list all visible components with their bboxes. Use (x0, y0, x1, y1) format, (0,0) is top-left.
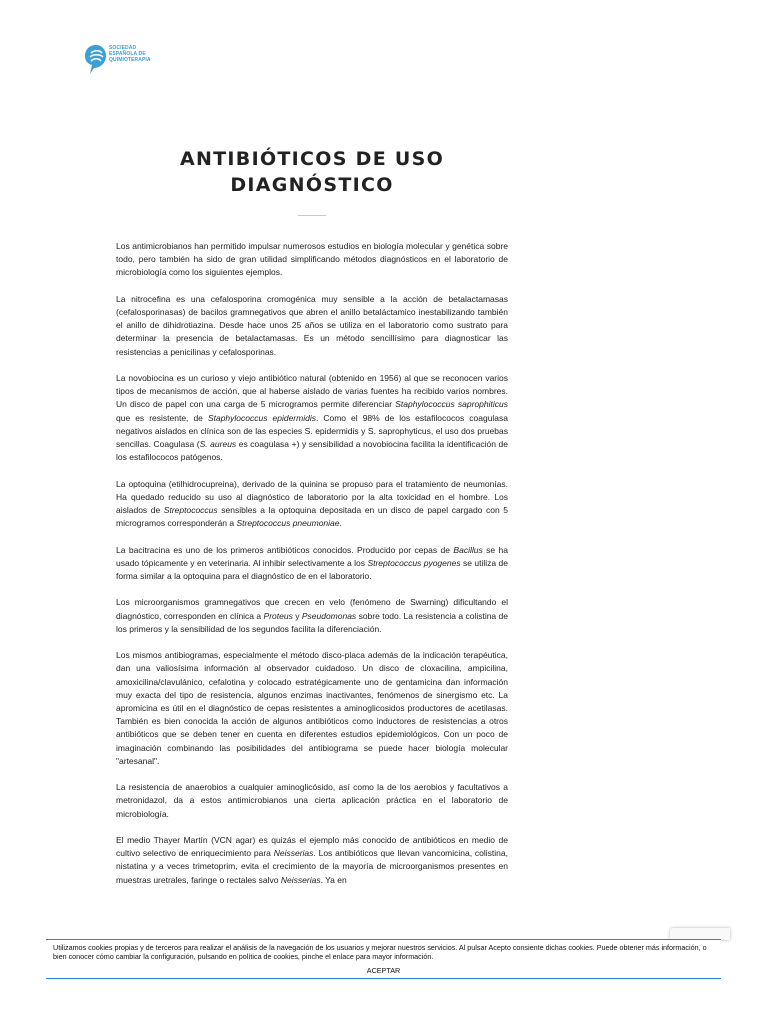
text-segment: El medio Thayer Martín (VCN agar) es quizás el ejemplo más conocido de antibióticos en medio de cultivo selectivo de enriquecimiento para (116, 835, 508, 859)
text-segment: . Como el 98% de los estafilococos coagulasa negativos aislados en clínica son de las especies S. epidermidis y S. saprophyticus, el uso dos pruebas sencillas. Coagulasa ( (116, 412, 509, 450)
species-name: S. aureus (199, 439, 237, 450)
society-logo[interactable] (83, 43, 163, 77)
text-segment: sensibles a la optoquina depositada en un disco de papel cargado con 5 microgramos corresponderán a (116, 505, 508, 529)
text-segment: se ha usado tópicamente y en veterinaria. Al inhibir selectivamente a los (116, 544, 508, 568)
logo-line-3: QUIMIOTERAPIA (109, 56, 151, 63)
text-segment: y (292, 610, 302, 621)
species-name: Streptococcus pyogenes (367, 557, 461, 568)
text-segment: . Ya en (320, 874, 347, 885)
society-name (109, 46, 151, 63)
text-segment: es coagulasa +) y sensibilidad a novobiocina facilita la identificación de los estafilococos patógenos. (116, 439, 508, 463)
cookie-notice-text: Utilizamos cookies propias y de terceros para realizar el análisis de la navegación de los usuarios y mejorar nuestros servicios. Al pulsar Acepto consiente dichas cookies. Puede obtener más información, o bien conocer cómo cambiar la configuración, pulsando en política de cookies, pinche el enlace para mayor información. (53, 943, 707, 961)
species-name: Bacillus (453, 544, 483, 555)
species-name: Proteus (263, 610, 293, 621)
text-segment: se utiliza de forma similar a la optoquina para el diagnóstico de en el laboratorio. (116, 557, 508, 582)
text-segment: La novobiocina es un curioso y viejo antibiótico natural (obtenido en 1956) al que se reconocen varios tipos de mecanismos de acción, que al haberse aislado de varias fuentes ha recibido varios nombres. Un disco de papel con una carga de 5 microgramos permite diferenciar (116, 373, 508, 410)
species-name: Streptococcus (163, 505, 218, 516)
species-name: Staphylococcus saprophiticus (395, 399, 508, 410)
text-segment: que es resistente, de (116, 412, 208, 423)
text-segment: . Los antibióticos que llevan vancomicina, colistina, nistatina y a veces trimetoprim, evita el crecimiento de la mayoría de microorganismos presentes en muestras uretrales, faringe o rectales salvo (116, 848, 508, 885)
paragraph-anaerobios: La resistencia de anaerobios a cualquier aminoglicósido, así como la de los aerobios y facultativos a metronidazol, da a estos antimicrobianos una cierta aplicación práctica en el laboratorio de microbiología. (116, 782, 508, 819)
logo-line-1: SOCIEDAD (109, 45, 137, 51)
text-segment: . (339, 518, 342, 529)
page-title-line-2: DIAGNÓSTICO (230, 174, 394, 196)
page-title (116, 146, 508, 198)
paragraph-thayer-martin (116, 834, 508, 887)
text-segment: sobre todo. La resistencia a colistina de los primeros y la sensibilidad de los segundos facilita la diferenciación. (116, 610, 508, 634)
article-body (116, 240, 508, 900)
species-name: Streptococcus pneumoniae (236, 518, 340, 529)
species-name: Pseudomonas (301, 610, 357, 621)
accept-cookies-button[interactable]: ACEPTAR (366, 966, 401, 975)
text-segment: La optoquina (etilhidrocupreina), derivado de la quinina se propuso para el tratamiento de neumonías. Ha quedado reducido su uso al diagnóstico de laboratorio por la alta toxicidad en el hombre. Los aislados de (116, 478, 508, 516)
title-divider (298, 215, 326, 216)
page-title-line-1: ANTIBIÓTICOS DE USO (179, 148, 445, 170)
society-emblem-icon (83, 43, 109, 77)
paragraph-antibiogramas: Los mismos antibiogramas, especialmente el método disco-placa además de la indicación terapéutica, dan una valiosísima información al observador cuidadoso. Un disco de cloxacilina, ampicilina, amoxicilina/clavulánico, cefalotina y colocado estratégicamente uno de gentamicina dan información muy exacta del tipo de resistencia, algunos enzimas inactivantes, fenómenos de sinergismo etc. La apromicina es útil en el diagnóstico de cepas resistentes a aminoglicosidos productores de acetilasas. También es bien conocida la acción de algunos antibióticos como inductores de resistencias a otros antibióticos que se deben tener en cuenta en diferentes estudios epidemiológicos. Con un poco de imaginación combinando las posibilidades del antibiograma se puede hacer biología molecular "artesanal". (116, 650, 508, 766)
paragraph-bacitracina (116, 544, 508, 584)
paragraph-optoquina (116, 478, 508, 531)
paragraph-novobiocina (116, 372, 508, 464)
cookie-banner (46, 939, 721, 979)
species-name: Neisserias (273, 848, 314, 859)
logo-line-2: ESPAÑOLA DE (109, 50, 146, 57)
text-segment: Los microorganismos gramnegativos que crecen en velo (fenómeno de Swarning) dificultando el diagnóstico, corresponden en clínica a (116, 597, 508, 621)
paragraph-gramnegativos (116, 596, 508, 636)
text-segment: La bacitracina es uno de los primeros antibióticos conocidos. Producido por cepas de (116, 544, 454, 555)
species-name: Staphylococcus epidermidis (207, 412, 316, 423)
paragraph-intro: Los antimicrobianos han permitido impulsar numerosos estudios en biología molecular y genética sobre todo, pero también ha sido de gran utilidad simplificando métodos diagnósticos en el laboratorio de microbiología como los siguientes ejemplos. (116, 241, 508, 278)
species-name: Neisserias (280, 874, 321, 885)
paragraph-nitrocefina: La nitrocefina es una cefalosporina cromogénica muy sensible a la acción de betalactamasas (cefalosporinasas) de bacilos gramnegativos que abren el anillo betaláctamico inestabilizando también el anillo de dihidrotiazina. Desde hace unos 25 años se utiliza en el laboratorio como sustrato para determinar la presencia de betalactamasas. Es un método sencillísimo para diagnosticar las resistencias a penicilinas y cefalosporinas. (116, 293, 508, 357)
